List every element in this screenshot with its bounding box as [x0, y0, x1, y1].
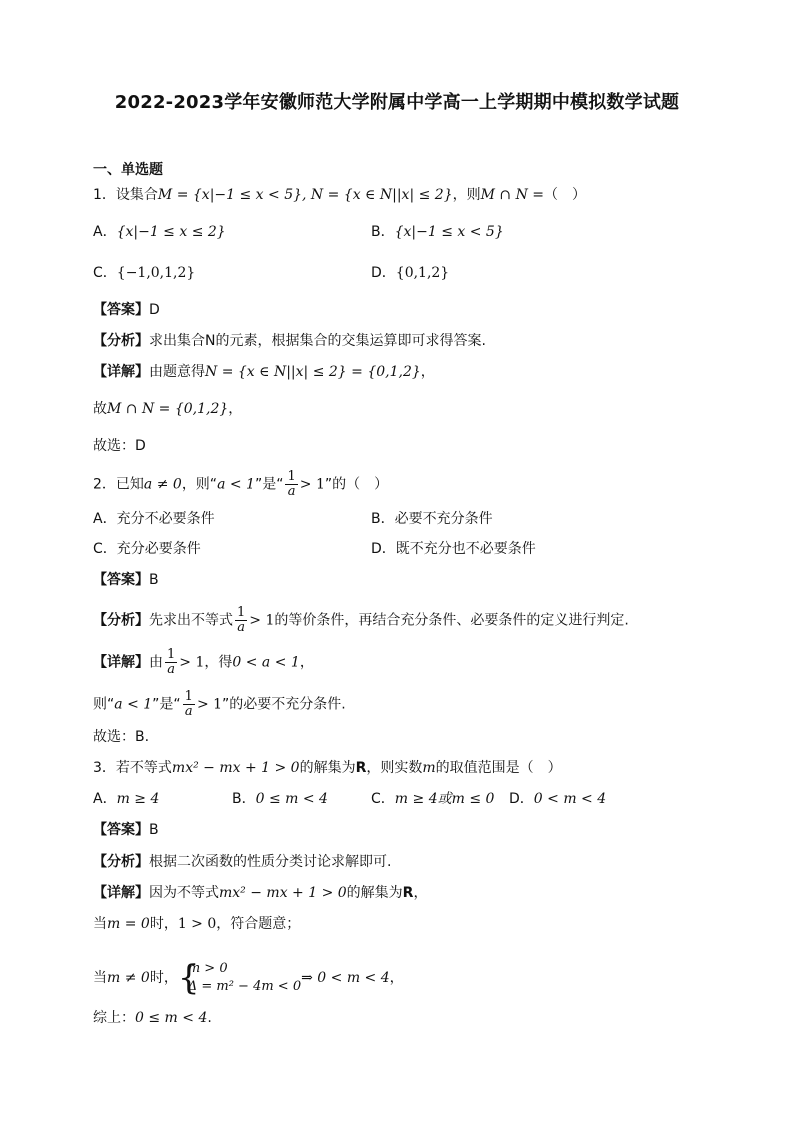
q3-case-1: 当m = 0时，1 > 0，符合题意；	[93, 916, 301, 932]
q3-analysis: 【分析】根据二次函数的性质分类讨论求解即可.	[93, 854, 392, 870]
q2-option-b: B．必要不充分条件	[371, 511, 493, 527]
q1-detail-line2: 故M ∩ N = {0,1,2}，	[93, 401, 243, 417]
q1-option-c: C．{−1,0,1,2}	[93, 265, 196, 281]
q3-answer: 【答案】B	[93, 822, 159, 838]
q2-detail: 【详解】由 $\frac{1}{a}$ > 1，得0 < a < 1，	[93, 647, 314, 677]
document-title: 2022-2023学年安徽师范大学附属中学高一上学期期中模拟数学试题	[114, 92, 680, 113]
q2-detail-line2: 则“a < 1”是“ $\frac{1}{a}$ > 1”的必要不充分条件.	[93, 689, 346, 719]
q1-option-b: B．{x|−1 ≤ x < 5}	[371, 224, 504, 240]
q3-summary: 综上：0 ≤ m < 4.	[93, 1010, 212, 1026]
q1-option-d: D．{0,1,2}	[371, 265, 450, 281]
q3-stem: 3．若不等式mx² − mx + 1 > 0的解集为R，则实数m的取值范围是（ ）	[93, 760, 562, 776]
q2-answer: 【答案】B	[93, 572, 159, 588]
q1-detail: 【详解】由题意得N = {x ∈ N||x| ≤ 2} = {0,1,2}，	[93, 364, 435, 380]
q2-stem: 2．已知a ≠ 0，则“a < 1”是“ $\frac{1}{a}$ > 1”的（ ）	[93, 469, 389, 499]
q3-option-b: B．0 ≤ m < 4	[232, 791, 328, 807]
q1-conclusion: 故选：D	[93, 438, 146, 454]
fraction-1-over-a: $\frac{1}{a}$	[237, 605, 246, 635]
q2-analysis: 【分析】先求出不等式 $\frac{1}{a}$ > 1的等价条件，再结合充分条件、必要条件的定义进行判定.	[93, 605, 629, 635]
q2-option-a: A．充分不必要条件	[93, 511, 215, 527]
q2-conclusion: 故选：B.	[93, 729, 150, 745]
q1-stem: 1．设集合M = {x|−1 ≤ x < 5}, N = {x ∈ N||x| ≤ 2}，则M ∩ N =（ ）	[93, 187, 587, 203]
q3-case-2: 当m ≠ 0时， { m > 0 Δ = m² − 4m < 0 ⇒ 0 < m < 4，	[93, 958, 404, 998]
q3-detail: 【详解】因为不等式mx² − mx + 1 > 0的解集为R，	[93, 885, 428, 901]
fraction-1-over-a: $\frac{1}{a}$	[287, 469, 296, 499]
fraction-1-over-a: $\frac{1}{a}$	[167, 647, 176, 677]
q2-option-c: C．充分必要条件	[93, 541, 201, 557]
equation-system: { m > 0 Δ = m² − 4m < 0	[177, 958, 302, 998]
q1-answer: 【答案】D	[93, 302, 160, 318]
q3-option-a: A．m ≥ 4	[93, 791, 160, 807]
q1-option-a: A．{x|−1 ≤ x ≤ 2}	[93, 224, 226, 240]
section-heading: 一、单选题	[93, 162, 163, 178]
q1-analysis: 【分析】求出集合N的元素，根据集合的交集运算即可求得答案.	[93, 333, 486, 349]
fraction-1-over-a: $\frac{1}{a}$	[184, 689, 193, 719]
q3-option-c: C．m ≥ 4或m ≤ 0	[371, 791, 495, 807]
q2-option-d: D．既不充分也不必要条件	[371, 541, 536, 557]
q3-option-d: D．0 < m < 4	[509, 791, 607, 807]
